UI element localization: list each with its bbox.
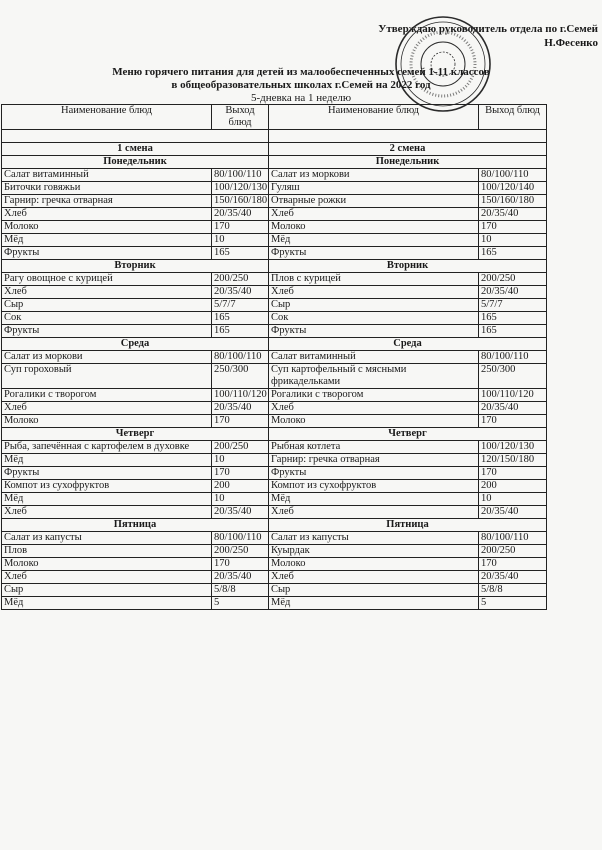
header-name-2: Наименование блюд xyxy=(269,105,479,130)
dish-name-2: Хлеб xyxy=(269,506,479,519)
table-row xyxy=(2,454,547,467)
dish-name-2: Фрукты xyxy=(269,325,479,338)
dish-output-2: 80/100/110 xyxy=(479,351,547,364)
dish-output-1: 20/35/40 xyxy=(212,402,269,415)
dish-output-1: 20/35/40 xyxy=(212,286,269,299)
dish-output-2: 5/7/7 xyxy=(479,299,547,312)
menu-table xyxy=(1,104,547,610)
table-row xyxy=(2,247,547,260)
dish-output-2: 170 xyxy=(479,415,547,428)
dish-output-2: 100/120/130 xyxy=(479,441,547,454)
table-row xyxy=(2,169,547,182)
dish-name-1: Мёд xyxy=(2,234,212,247)
dish-output-2: 250/300 xyxy=(479,364,547,389)
dish-name-2: Хлеб xyxy=(269,571,479,584)
dish-name-2: Молоко xyxy=(269,221,479,234)
dish-name-1: Хлеб xyxy=(2,402,212,415)
day-row xyxy=(2,428,547,441)
dish-output-1: 200/250 xyxy=(212,545,269,558)
dish-name-1: Хлеб xyxy=(2,571,212,584)
dish-name-2: Хлеб xyxy=(269,286,479,299)
table-row xyxy=(2,584,547,597)
dish-output-2: 10 xyxy=(479,234,547,247)
dish-output-2: 150/160/180 xyxy=(479,195,547,208)
day-row xyxy=(2,519,547,532)
dish-output-2: 165 xyxy=(479,312,547,325)
dish-name-2: Салат из капусты xyxy=(269,532,479,545)
table-row xyxy=(2,351,547,364)
table-row xyxy=(2,325,547,338)
table-row xyxy=(2,221,547,234)
dish-output-1: 5/8/8 xyxy=(212,584,269,597)
day-name-left: Пятница xyxy=(2,519,269,532)
dish-output-1: 170 xyxy=(212,221,269,234)
dish-output-2: 100/120/140 xyxy=(479,182,547,195)
dish-output-2: 200 xyxy=(479,480,547,493)
approval-line-2: Н.Фесенко xyxy=(544,37,598,49)
day-row xyxy=(2,338,547,351)
table-row xyxy=(2,545,547,558)
dish-output-2: 20/35/40 xyxy=(479,506,547,519)
dish-name-1: Молоко xyxy=(2,221,212,234)
dish-name-2: Сыр xyxy=(269,299,479,312)
dish-output-1: 20/35/40 xyxy=(212,208,269,221)
dish-output-2: 10 xyxy=(479,493,547,506)
dish-name-2: Салат из моркови xyxy=(269,169,479,182)
header-row xyxy=(2,105,547,130)
dish-name-2: Рогалики с творогом xyxy=(269,389,479,402)
dish-output-2: 165 xyxy=(479,247,547,260)
day-name-right: Четверг xyxy=(269,428,547,441)
dish-name-2: Молоко xyxy=(269,415,479,428)
table-row xyxy=(2,299,547,312)
dish-name-2: Мёд xyxy=(269,597,479,610)
dish-name-1: Биточки говяжьи xyxy=(2,182,212,195)
dish-name-2: Хлеб xyxy=(269,402,479,415)
table-row xyxy=(2,597,547,610)
dish-name-1: Суп гороховый xyxy=(2,364,212,389)
table-row xyxy=(2,182,547,195)
dish-name-2: Гуляш xyxy=(269,182,479,195)
dish-output-2: 5 xyxy=(479,597,547,610)
document-title xyxy=(0,66,602,105)
table-row xyxy=(2,558,547,571)
day-name-left: Четверг xyxy=(2,428,269,441)
day-name-left: Понедельник xyxy=(2,156,269,169)
dish-name-1: Салат из моркови xyxy=(2,351,212,364)
dish-name-2: Гарнир: гречка отварная xyxy=(269,454,479,467)
dish-output-2: 165 xyxy=(479,325,547,338)
dish-output-1: 150/160/180 xyxy=(212,195,269,208)
dish-output-1: 80/100/110 xyxy=(212,351,269,364)
table-row xyxy=(2,506,547,519)
day-row xyxy=(2,156,547,169)
dish-output-2: 20/35/40 xyxy=(479,402,547,415)
table-row xyxy=(2,571,547,584)
dish-output-2: 20/35/40 xyxy=(479,208,547,221)
dish-output-2: 200/250 xyxy=(479,545,547,558)
dish-output-1: 200/250 xyxy=(212,273,269,286)
day-name-right: Понедельник xyxy=(269,156,547,169)
dish-name-1: Молоко xyxy=(2,558,212,571)
table-row xyxy=(2,415,547,428)
dish-output-1: 200/250 xyxy=(212,441,269,454)
dish-output-1: 80/100/110 xyxy=(212,169,269,182)
table-row xyxy=(2,389,547,402)
table-row xyxy=(2,480,547,493)
dish-output-1: 20/35/40 xyxy=(212,571,269,584)
dish-name-1: Мёд xyxy=(2,597,212,610)
dish-name-1: Рыба, запечённая с картофелем в духовке xyxy=(2,441,212,454)
dish-name-1: Гарнир: гречка отварная xyxy=(2,195,212,208)
dish-name-2: Компот из сухофруктов xyxy=(269,480,479,493)
title-line-3: 5-дневка на 1 неделю xyxy=(250,92,352,104)
dish-name-1: Хлеб xyxy=(2,208,212,221)
table-row xyxy=(2,312,547,325)
title-line-2: в общеобразовательных школах г.Семей на 2022 год xyxy=(171,79,431,91)
dish-name-1: Мёд xyxy=(2,454,212,467)
dish-name-1: Сыр xyxy=(2,299,212,312)
day-name-left: Вторник xyxy=(2,260,269,273)
table-row xyxy=(2,286,547,299)
dish-name-2: Рыбная котлета xyxy=(269,441,479,454)
dish-name-1: Фрукты xyxy=(2,247,212,260)
table-row xyxy=(2,493,547,506)
title-line-1: Меню горячего питания для детей из малообеспеченных семей 1-11 классов xyxy=(112,66,490,78)
dish-name-1: Компот из сухофруктов xyxy=(2,480,212,493)
dish-name-1: Фрукты xyxy=(2,467,212,480)
dish-name-1: Сок xyxy=(2,312,212,325)
dish-name-2: Хлеб xyxy=(269,208,479,221)
dish-output-1: 80/100/110 xyxy=(212,532,269,545)
dish-name-1: Фрукты xyxy=(2,325,212,338)
dish-name-1: Хлеб xyxy=(2,286,212,299)
dish-output-2: 20/35/40 xyxy=(479,286,547,299)
dish-output-2: 20/35/40 xyxy=(479,571,547,584)
dish-name-1: Салат из капусты xyxy=(2,532,212,545)
dish-output-1: 250/300 xyxy=(212,364,269,389)
dish-output-1: 5/7/7 xyxy=(212,299,269,312)
dish-name-1: Рогалики с творогом xyxy=(2,389,212,402)
dish-name-1: Плов xyxy=(2,545,212,558)
dish-output-1: 170 xyxy=(212,415,269,428)
table-row xyxy=(2,467,547,480)
dish-output-2: 170 xyxy=(479,221,547,234)
dish-output-1: 165 xyxy=(212,312,269,325)
dish-name-2: Мёд xyxy=(269,234,479,247)
header-output-2: Выход блюд xyxy=(479,105,547,130)
shift-first: 1 смена xyxy=(2,143,269,156)
day-name-right: Среда xyxy=(269,338,547,351)
dish-name-2: Молоко xyxy=(269,558,479,571)
dish-name-1: Хлеб xyxy=(2,506,212,519)
shift-row xyxy=(2,143,547,156)
dish-output-1: 170 xyxy=(212,558,269,571)
day-name-left: Среда xyxy=(2,338,269,351)
dish-name-2: Фрукты xyxy=(269,467,479,480)
day-name-right: Пятница xyxy=(269,519,547,532)
dish-output-1: 5 xyxy=(212,597,269,610)
day-name-right: Вторник xyxy=(269,260,547,273)
dish-name-2: Салат витаминный xyxy=(269,351,479,364)
spacer-row xyxy=(2,130,547,143)
dish-output-1: 165 xyxy=(212,325,269,338)
table-row xyxy=(2,195,547,208)
table-row xyxy=(2,402,547,415)
dish-name-1: Салат витаминный xyxy=(2,169,212,182)
dish-name-1: Сыр xyxy=(2,584,212,597)
dish-name-2: Суп картофельный с мясными фрикадельками xyxy=(269,364,479,389)
table-row xyxy=(2,532,547,545)
table-row xyxy=(2,441,547,454)
dish-name-2: Отварные рожки xyxy=(269,195,479,208)
dish-output-2: 5/8/8 xyxy=(479,584,547,597)
dish-output-2: 80/100/110 xyxy=(479,532,547,545)
dish-output-1: 20/35/40 xyxy=(212,506,269,519)
dish-name-2: Куырдак xyxy=(269,545,479,558)
dish-output-1: 100/110/120 xyxy=(212,389,269,402)
dish-output-1: 10 xyxy=(212,454,269,467)
dish-name-2: Сок xyxy=(269,312,479,325)
dish-output-1: 170 xyxy=(212,467,269,480)
dish-output-1: 200 xyxy=(212,480,269,493)
table-row xyxy=(2,273,547,286)
dish-name-1: Рагу овощное с курицей xyxy=(2,273,212,286)
dish-output-2: 170 xyxy=(479,558,547,571)
day-row xyxy=(2,260,547,273)
header-output-1: Выход блюд xyxy=(212,105,269,130)
dish-name-2: Плов с курицей xyxy=(269,273,479,286)
dish-output-2: 80/100/110 xyxy=(479,169,547,182)
dish-name-2: Фрукты xyxy=(269,247,479,260)
dish-name-2: Сыр xyxy=(269,584,479,597)
dish-output-2: 100/110/120 xyxy=(479,389,547,402)
dish-output-1: 10 xyxy=(212,234,269,247)
table-row xyxy=(2,364,547,389)
table-row xyxy=(2,234,547,247)
dish-name-2: Мёд xyxy=(269,493,479,506)
approval-line-1: Утверждаю руководитель отдела по г.Семей xyxy=(378,23,598,35)
dish-output-1: 10 xyxy=(212,493,269,506)
dish-name-1: Молоко xyxy=(2,415,212,428)
dish-output-1: 165 xyxy=(212,247,269,260)
dish-output-2: 200/250 xyxy=(479,273,547,286)
dish-output-2: 120/150/180 xyxy=(479,454,547,467)
shift-second: 2 смена xyxy=(269,143,547,156)
table-row xyxy=(2,208,547,221)
dish-output-2: 170 xyxy=(479,467,547,480)
header-name-1: Наименование блюд xyxy=(2,105,212,130)
dish-output-1: 100/120/130 xyxy=(212,182,269,195)
dish-name-1: Мёд xyxy=(2,493,212,506)
